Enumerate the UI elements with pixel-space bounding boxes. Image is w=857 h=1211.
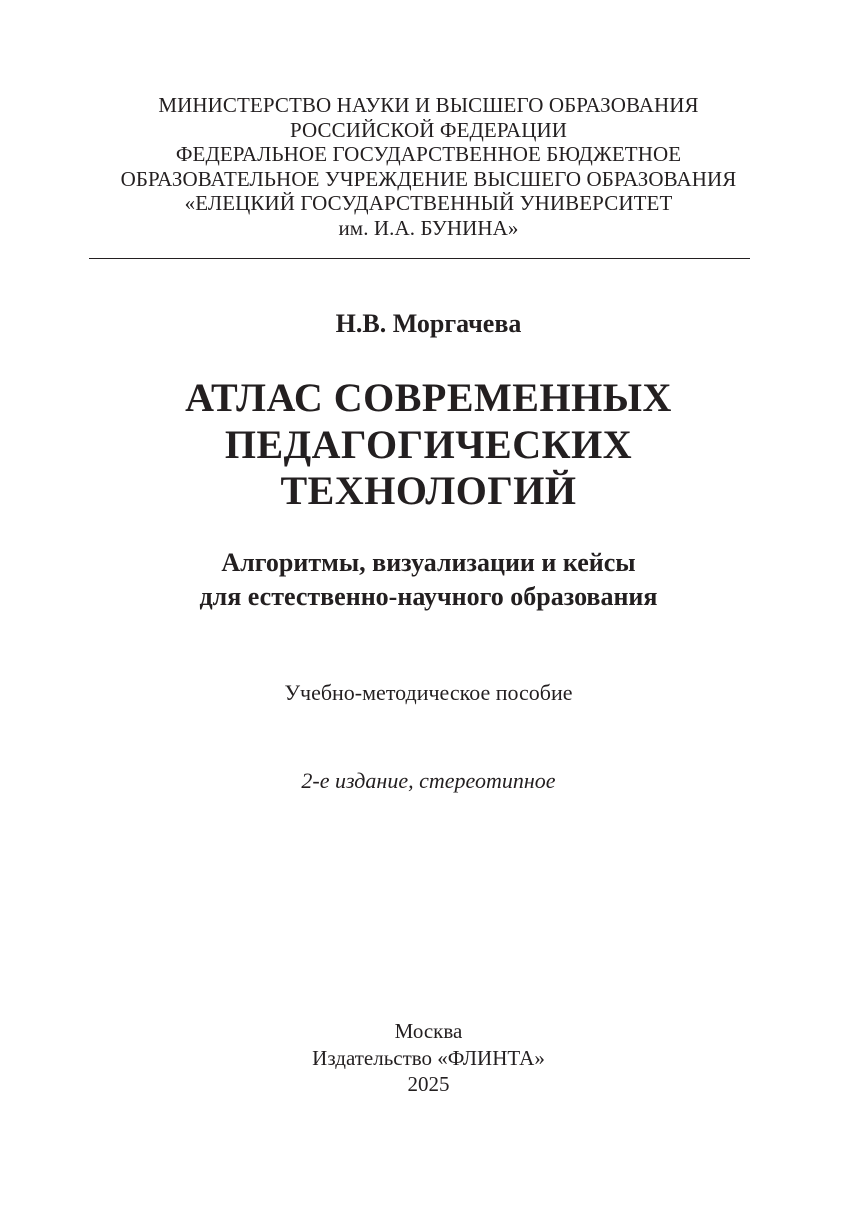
book-subtitle-line: для естественно-научного образования xyxy=(199,581,658,611)
imprint-publisher: Издательство «ФЛИНТА» xyxy=(312,1045,545,1070)
book-title-line: ТЕХНОЛОГИЙ xyxy=(280,468,577,513)
book-title-line: АТЛАС СОВРЕМЕННЫХ xyxy=(185,375,672,420)
book-title-line: ПЕДАГОГИЧЕСКИХ xyxy=(224,421,633,467)
publication-type: Учебно-методическое пособие xyxy=(284,680,573,705)
imprint xyxy=(0,1018,857,1098)
book-subtitle-line: Алгоритмы, визуализации и кейсы xyxy=(221,548,636,577)
institution-header xyxy=(0,93,857,240)
header-line: МИНИСТЕРСТВО НАУКИ И ВЫСШЕГО ОБРАЗОВАНИЯ xyxy=(158,93,699,117)
imprint-year: 2025 xyxy=(407,1072,450,1096)
book-title xyxy=(0,375,857,515)
header-line: ФЕДЕРАЛЬНОЕ ГОСУДАРСТВЕННОЕ БЮДЖЕТНОЕ xyxy=(175,142,682,166)
header-line: им. И.А. БУНИНА» xyxy=(338,215,519,240)
header-line: «ЕЛЕЦКИЙ ГОСУДАРСТВЕННЫЙ УНИВЕРСИТЕТ xyxy=(184,191,673,215)
author-name: Н.В. Моргачева xyxy=(335,309,522,338)
header-divider xyxy=(89,258,750,259)
imprint-city: Москва xyxy=(394,1019,463,1043)
book-subtitle xyxy=(0,546,857,613)
header-line: РОССИЙСКОЙ ФЕДЕРАЦИИ xyxy=(290,117,567,142)
header-line: ОБРАЗОВАТЕЛЬНОЕ УЧРЕЖДЕНИЕ ВЫСШЕГО ОБРАЗОВАНИЯ xyxy=(120,166,737,191)
edition-note: 2-е издание, стереотипное xyxy=(301,768,556,793)
